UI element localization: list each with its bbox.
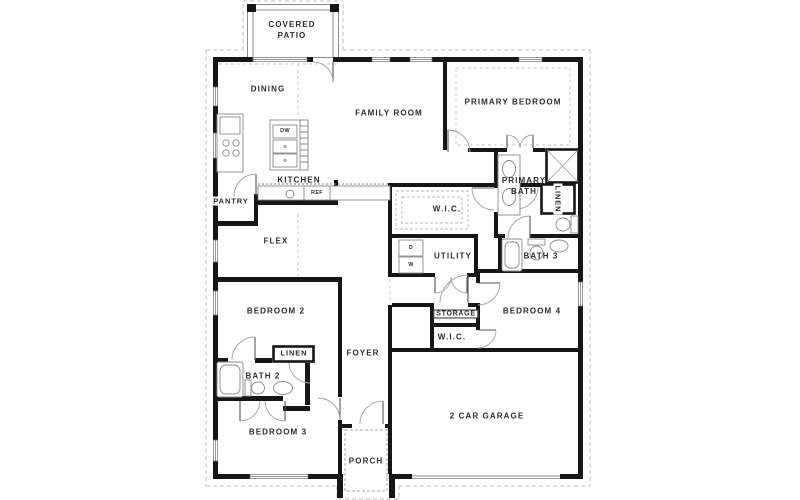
room-label-bedroom-3: BEDROOM 3: [248, 427, 308, 437]
bath2-sink: [274, 382, 293, 395]
appliance-label-washer: W: [408, 262, 414, 268]
room-label-family-room: FAMILY ROOM: [355, 108, 423, 118]
garage-door: [412, 476, 560, 479]
windows: [213, 57, 582, 478]
room-label-bath-3: BATH 3: [523, 251, 559, 261]
room-label-primary-bath: PRIMARY BATH: [501, 175, 547, 196]
room-label-utility: UTILITY: [434, 251, 472, 261]
room-label-flex: FLEX: [263, 236, 289, 246]
room-label-storage: STORAGE: [433, 310, 478, 319]
bath3-toilet-tank: [528, 239, 545, 245]
room-label-bedroom-4: BEDROOM 4: [502, 306, 562, 316]
room-label-garage: 2 CAR GARAGE: [449, 411, 525, 421]
room-label-bath-2: BATH 2: [245, 371, 281, 381]
appliance-label-refrigerator: REF: [311, 190, 323, 196]
island-bar-hatch: [300, 120, 308, 170]
room-label-linen-hall: LINEN: [280, 348, 308, 358]
kitchen-sink: [286, 190, 294, 198]
patio-posts: [247, 4, 339, 12]
room-label-foyer: FOYER: [346, 348, 380, 358]
room-label-dining: DINING: [250, 84, 286, 94]
room-label-wic-bedroom4: W.I.C.: [437, 332, 467, 342]
room-label-primary-bedroom: PRIMARY BEDROOM: [464, 97, 562, 107]
room-label-wic-primary: W.I.C.: [432, 204, 462, 214]
bath2-toilet-tank: [245, 380, 251, 396]
room-label-linen-primary: LINEN: [553, 185, 563, 213]
room-label-bedroom-2: BEDROOM 2: [246, 306, 306, 316]
room-label-covered-patio: COVERED PATIO: [268, 19, 316, 40]
room-label-pantry: PANTRY: [213, 196, 249, 206]
bath3-sink: [550, 240, 568, 252]
tray-ceiling-dash: [456, 68, 570, 145]
room-label-porch: PORCH: [348, 456, 384, 466]
appliance-label-dishwasher: DW: [280, 128, 290, 134]
appliance-label-dryer: D: [408, 245, 414, 251]
primary-toilet-tank: [571, 216, 578, 233]
room-label-kitchen: KITCHEN: [277, 175, 321, 185]
